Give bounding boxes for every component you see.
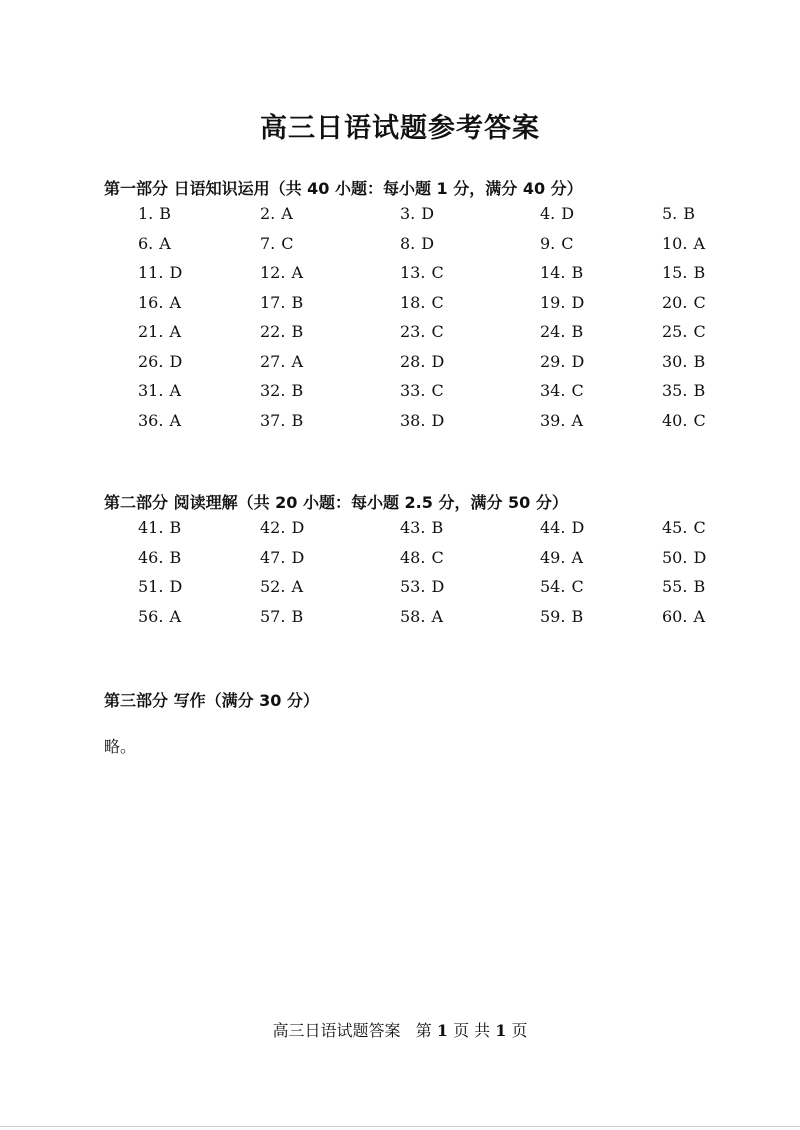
answer-choice: B bbox=[291, 292, 304, 312]
answer-item bbox=[138, 293, 181, 312]
answer-choice: A bbox=[291, 577, 304, 596]
section3-heading: 第三部分 写作（满分 30 分） bbox=[104, 691, 319, 710]
answer-choice: D bbox=[571, 351, 585, 371]
answer-item bbox=[260, 263, 303, 282]
answer-item bbox=[400, 518, 443, 537]
answer-row bbox=[138, 352, 728, 382]
footer-page-number: 1 bbox=[436, 1021, 448, 1040]
footer-page-suffix: 页 bbox=[511, 1021, 528, 1040]
answer-choice: A bbox=[169, 292, 182, 312]
answer-item bbox=[662, 411, 706, 430]
answer-choice: A bbox=[693, 606, 706, 626]
answer-choice: A bbox=[571, 410, 584, 430]
question-number: 3. bbox=[400, 204, 416, 223]
answer-choice: D bbox=[421, 233, 435, 253]
answer-choice: A bbox=[169, 322, 182, 341]
answer-item bbox=[260, 607, 303, 626]
answer-choice: D bbox=[431, 410, 445, 430]
answer-choice: B bbox=[431, 518, 444, 537]
answer-choice: B bbox=[169, 518, 182, 537]
answer-choice: C bbox=[431, 292, 444, 312]
question-number: 17. bbox=[260, 292, 286, 312]
answer-choice: A bbox=[431, 606, 444, 626]
answer-choice: A bbox=[291, 351, 304, 371]
answer-item bbox=[662, 322, 706, 341]
answer-item bbox=[260, 322, 303, 341]
answer-item bbox=[138, 234, 171, 253]
page-bottom-rule bbox=[0, 1126, 800, 1127]
answer-row bbox=[138, 548, 728, 578]
question-number: 52. bbox=[260, 577, 286, 596]
answer-item bbox=[540, 548, 583, 567]
question-number: 35. bbox=[662, 381, 688, 400]
answer-choice: D bbox=[693, 547, 707, 567]
answer-choice: D bbox=[169, 577, 183, 596]
answer-choice: C bbox=[693, 322, 706, 341]
question-number: 7. bbox=[260, 233, 276, 253]
page-footer bbox=[0, 1018, 800, 1041]
page-title: 高三日语试题参考答案 bbox=[260, 113, 540, 144]
answer-item bbox=[400, 322, 444, 341]
question-number: 42. bbox=[260, 518, 286, 537]
question-number: 24. bbox=[540, 322, 566, 341]
question-number: 2. bbox=[260, 204, 276, 223]
answer-item bbox=[400, 204, 434, 223]
question-number: 25. bbox=[662, 322, 688, 341]
answer-item bbox=[138, 548, 181, 567]
answer-item bbox=[662, 381, 705, 400]
question-number: 59. bbox=[540, 606, 566, 626]
answer-choice: C bbox=[693, 518, 706, 537]
answer-choice: C bbox=[431, 547, 444, 567]
question-number: 48. bbox=[400, 547, 426, 567]
question-number: 10. bbox=[662, 233, 688, 253]
answer-choice: C bbox=[431, 263, 444, 282]
answer-item bbox=[400, 548, 444, 567]
answer-item bbox=[540, 322, 583, 341]
answer-choice: A bbox=[169, 381, 182, 400]
answer-choice: C bbox=[281, 233, 294, 253]
answer-choice: D bbox=[169, 263, 183, 282]
section1-heading: 第一部分 日语知识运用（共 40 小题：每小题 1 分，满分 40 分） bbox=[104, 179, 583, 198]
answer-item bbox=[662, 518, 706, 537]
answer-row bbox=[138, 577, 728, 607]
answer-item bbox=[662, 352, 705, 371]
question-number: 27. bbox=[260, 351, 286, 371]
answer-item bbox=[400, 607, 443, 626]
question-number: 37. bbox=[260, 410, 286, 430]
answer-item bbox=[540, 234, 574, 253]
footer-page-mid: 页 共 bbox=[453, 1021, 491, 1040]
answer-row bbox=[138, 234, 728, 264]
answer-item bbox=[540, 263, 583, 282]
question-number: 1. bbox=[138, 204, 154, 223]
answer-choice: B bbox=[169, 547, 182, 567]
question-number: 12. bbox=[260, 263, 286, 282]
answer-choice: D bbox=[571, 518, 585, 537]
answer-item bbox=[662, 293, 706, 312]
question-number: 21. bbox=[138, 322, 164, 341]
answer-choice: A bbox=[281, 204, 293, 223]
answer-row bbox=[138, 293, 728, 323]
answer-choice: B bbox=[291, 410, 304, 430]
answer-choice: A bbox=[169, 606, 182, 626]
answer-choice: C bbox=[561, 233, 574, 253]
answer-choice: B bbox=[693, 381, 706, 400]
question-number: 18. bbox=[400, 292, 426, 312]
footer-doc-name: 高三日语试题答案 bbox=[272, 1021, 401, 1040]
answer-choice: A bbox=[159, 233, 171, 253]
answer-item bbox=[540, 204, 574, 223]
question-number: 9. bbox=[540, 233, 556, 253]
question-number: 13. bbox=[400, 263, 426, 282]
question-number: 45. bbox=[662, 518, 688, 537]
answer-item bbox=[662, 204, 695, 223]
question-number: 33. bbox=[400, 381, 426, 400]
question-number: 15. bbox=[662, 263, 688, 282]
answer-item bbox=[138, 577, 182, 596]
question-number: 56. bbox=[138, 606, 164, 626]
answer-item bbox=[662, 607, 705, 626]
answer-item bbox=[138, 322, 181, 341]
answer-item bbox=[540, 381, 584, 400]
answer-choice: D bbox=[291, 547, 305, 567]
footer-page-prefix: 第 bbox=[415, 1021, 432, 1040]
answer-choice: A bbox=[693, 233, 706, 253]
answer-choice: D bbox=[431, 351, 445, 371]
answer-item bbox=[260, 381, 303, 400]
answer-item bbox=[260, 518, 304, 537]
question-number: 57. bbox=[260, 606, 286, 626]
answer-choice: C bbox=[693, 292, 706, 312]
question-number: 4. bbox=[540, 204, 556, 223]
answer-choice: B bbox=[683, 204, 696, 223]
answer-item bbox=[260, 204, 293, 223]
question-number: 29. bbox=[540, 351, 566, 371]
answer-choice: C bbox=[431, 381, 444, 400]
answer-choice: B bbox=[693, 577, 706, 596]
answer-item bbox=[540, 352, 584, 371]
question-number: 30. bbox=[662, 351, 688, 371]
answer-row bbox=[138, 204, 728, 234]
answer-row bbox=[138, 411, 728, 441]
answer-choice: C bbox=[571, 381, 584, 400]
question-number: 5. bbox=[662, 204, 678, 223]
answer-row bbox=[138, 518, 728, 548]
answer-item bbox=[662, 263, 705, 282]
answer-item bbox=[400, 577, 444, 596]
question-number: 50. bbox=[662, 547, 688, 567]
question-number: 44. bbox=[540, 518, 566, 537]
answer-item bbox=[400, 381, 444, 400]
answer-choice: A bbox=[291, 263, 304, 282]
answer-item bbox=[138, 263, 182, 282]
question-number: 43. bbox=[400, 518, 426, 537]
question-number: 40. bbox=[662, 410, 688, 430]
section2-heading: 第二部分 阅读理解（共 20 小题：每小题 2.5 分，满分 50 分） bbox=[104, 493, 568, 512]
answer-item bbox=[540, 577, 584, 596]
question-number: 53. bbox=[400, 577, 426, 596]
answer-item bbox=[138, 381, 181, 400]
answer-choice: D bbox=[431, 577, 445, 596]
question-number: 60. bbox=[662, 606, 688, 626]
answer-choice: C bbox=[693, 410, 706, 430]
answer-item bbox=[540, 607, 583, 626]
answer-item bbox=[260, 411, 303, 430]
answer-item bbox=[400, 234, 434, 253]
question-number: 26. bbox=[138, 351, 164, 371]
answer-choice: B bbox=[693, 351, 706, 371]
answer-choice: C bbox=[571, 577, 584, 596]
question-number: 41. bbox=[138, 518, 164, 537]
answer-row bbox=[138, 322, 728, 352]
question-number: 55. bbox=[662, 577, 688, 596]
question-number: 39. bbox=[540, 410, 566, 430]
answer-choice: D bbox=[169, 351, 183, 371]
question-number: 38. bbox=[400, 410, 426, 430]
answer-item bbox=[138, 411, 181, 430]
answer-item bbox=[260, 548, 304, 567]
answer-item bbox=[260, 577, 303, 596]
answer-choice: B bbox=[693, 263, 706, 282]
question-number: 20. bbox=[662, 292, 688, 312]
answer-row bbox=[138, 263, 728, 293]
section3-note: 略。 bbox=[104, 737, 137, 756]
answer-choice: B bbox=[571, 322, 584, 341]
answer-item bbox=[400, 293, 444, 312]
question-number: 36. bbox=[138, 410, 164, 430]
question-number: 22. bbox=[260, 322, 286, 341]
answer-choice: A bbox=[169, 410, 182, 430]
question-number: 31. bbox=[138, 381, 164, 400]
answer-item bbox=[138, 607, 181, 626]
answer-item bbox=[138, 204, 171, 223]
question-number: 28. bbox=[400, 351, 426, 371]
answer-item bbox=[400, 352, 444, 371]
answer-choice: C bbox=[431, 322, 444, 341]
question-number: 47. bbox=[260, 547, 286, 567]
answer-choice: B bbox=[291, 322, 304, 341]
answer-item bbox=[662, 548, 706, 567]
answer-item bbox=[260, 234, 294, 253]
question-number: 14. bbox=[540, 263, 566, 282]
answer-item bbox=[540, 518, 584, 537]
question-number: 54. bbox=[540, 577, 566, 596]
footer-page-total: 1 bbox=[495, 1021, 507, 1040]
question-number: 58. bbox=[400, 606, 426, 626]
question-number: 34. bbox=[540, 381, 566, 400]
answer-item bbox=[662, 577, 705, 596]
question-number: 46. bbox=[138, 547, 164, 567]
answer-choice: B bbox=[571, 263, 584, 282]
answer-item bbox=[662, 234, 705, 253]
answer-choice: D bbox=[291, 518, 305, 537]
answer-choice: B bbox=[291, 381, 304, 400]
answer-item bbox=[400, 411, 444, 430]
answer-item bbox=[138, 518, 181, 537]
question-number: 51. bbox=[138, 577, 164, 596]
answer-item bbox=[400, 263, 444, 282]
answer-item bbox=[540, 293, 584, 312]
answer-item bbox=[540, 411, 583, 430]
answer-choice: B bbox=[571, 606, 584, 626]
question-number: 16. bbox=[138, 292, 164, 312]
question-number: 8. bbox=[400, 233, 416, 253]
question-number: 19. bbox=[540, 292, 566, 312]
answer-row bbox=[138, 381, 728, 411]
answer-item bbox=[138, 352, 182, 371]
answer-item bbox=[260, 293, 303, 312]
question-number: 6. bbox=[138, 233, 154, 253]
answer-choice: D bbox=[561, 204, 575, 223]
question-number: 32. bbox=[260, 381, 286, 400]
answer-choice: D bbox=[421, 204, 435, 223]
question-number: 49. bbox=[540, 547, 566, 567]
answer-choice: B bbox=[159, 204, 172, 223]
section1-answer-grid bbox=[138, 204, 728, 440]
question-number: 11. bbox=[138, 263, 164, 282]
section2-answer-grid bbox=[138, 518, 728, 636]
answer-choice: A bbox=[571, 547, 584, 567]
answer-item bbox=[260, 352, 303, 371]
answer-choice: D bbox=[571, 292, 585, 312]
question-number: 23. bbox=[400, 322, 426, 341]
answer-row bbox=[138, 607, 728, 637]
answer-choice: B bbox=[291, 606, 304, 626]
